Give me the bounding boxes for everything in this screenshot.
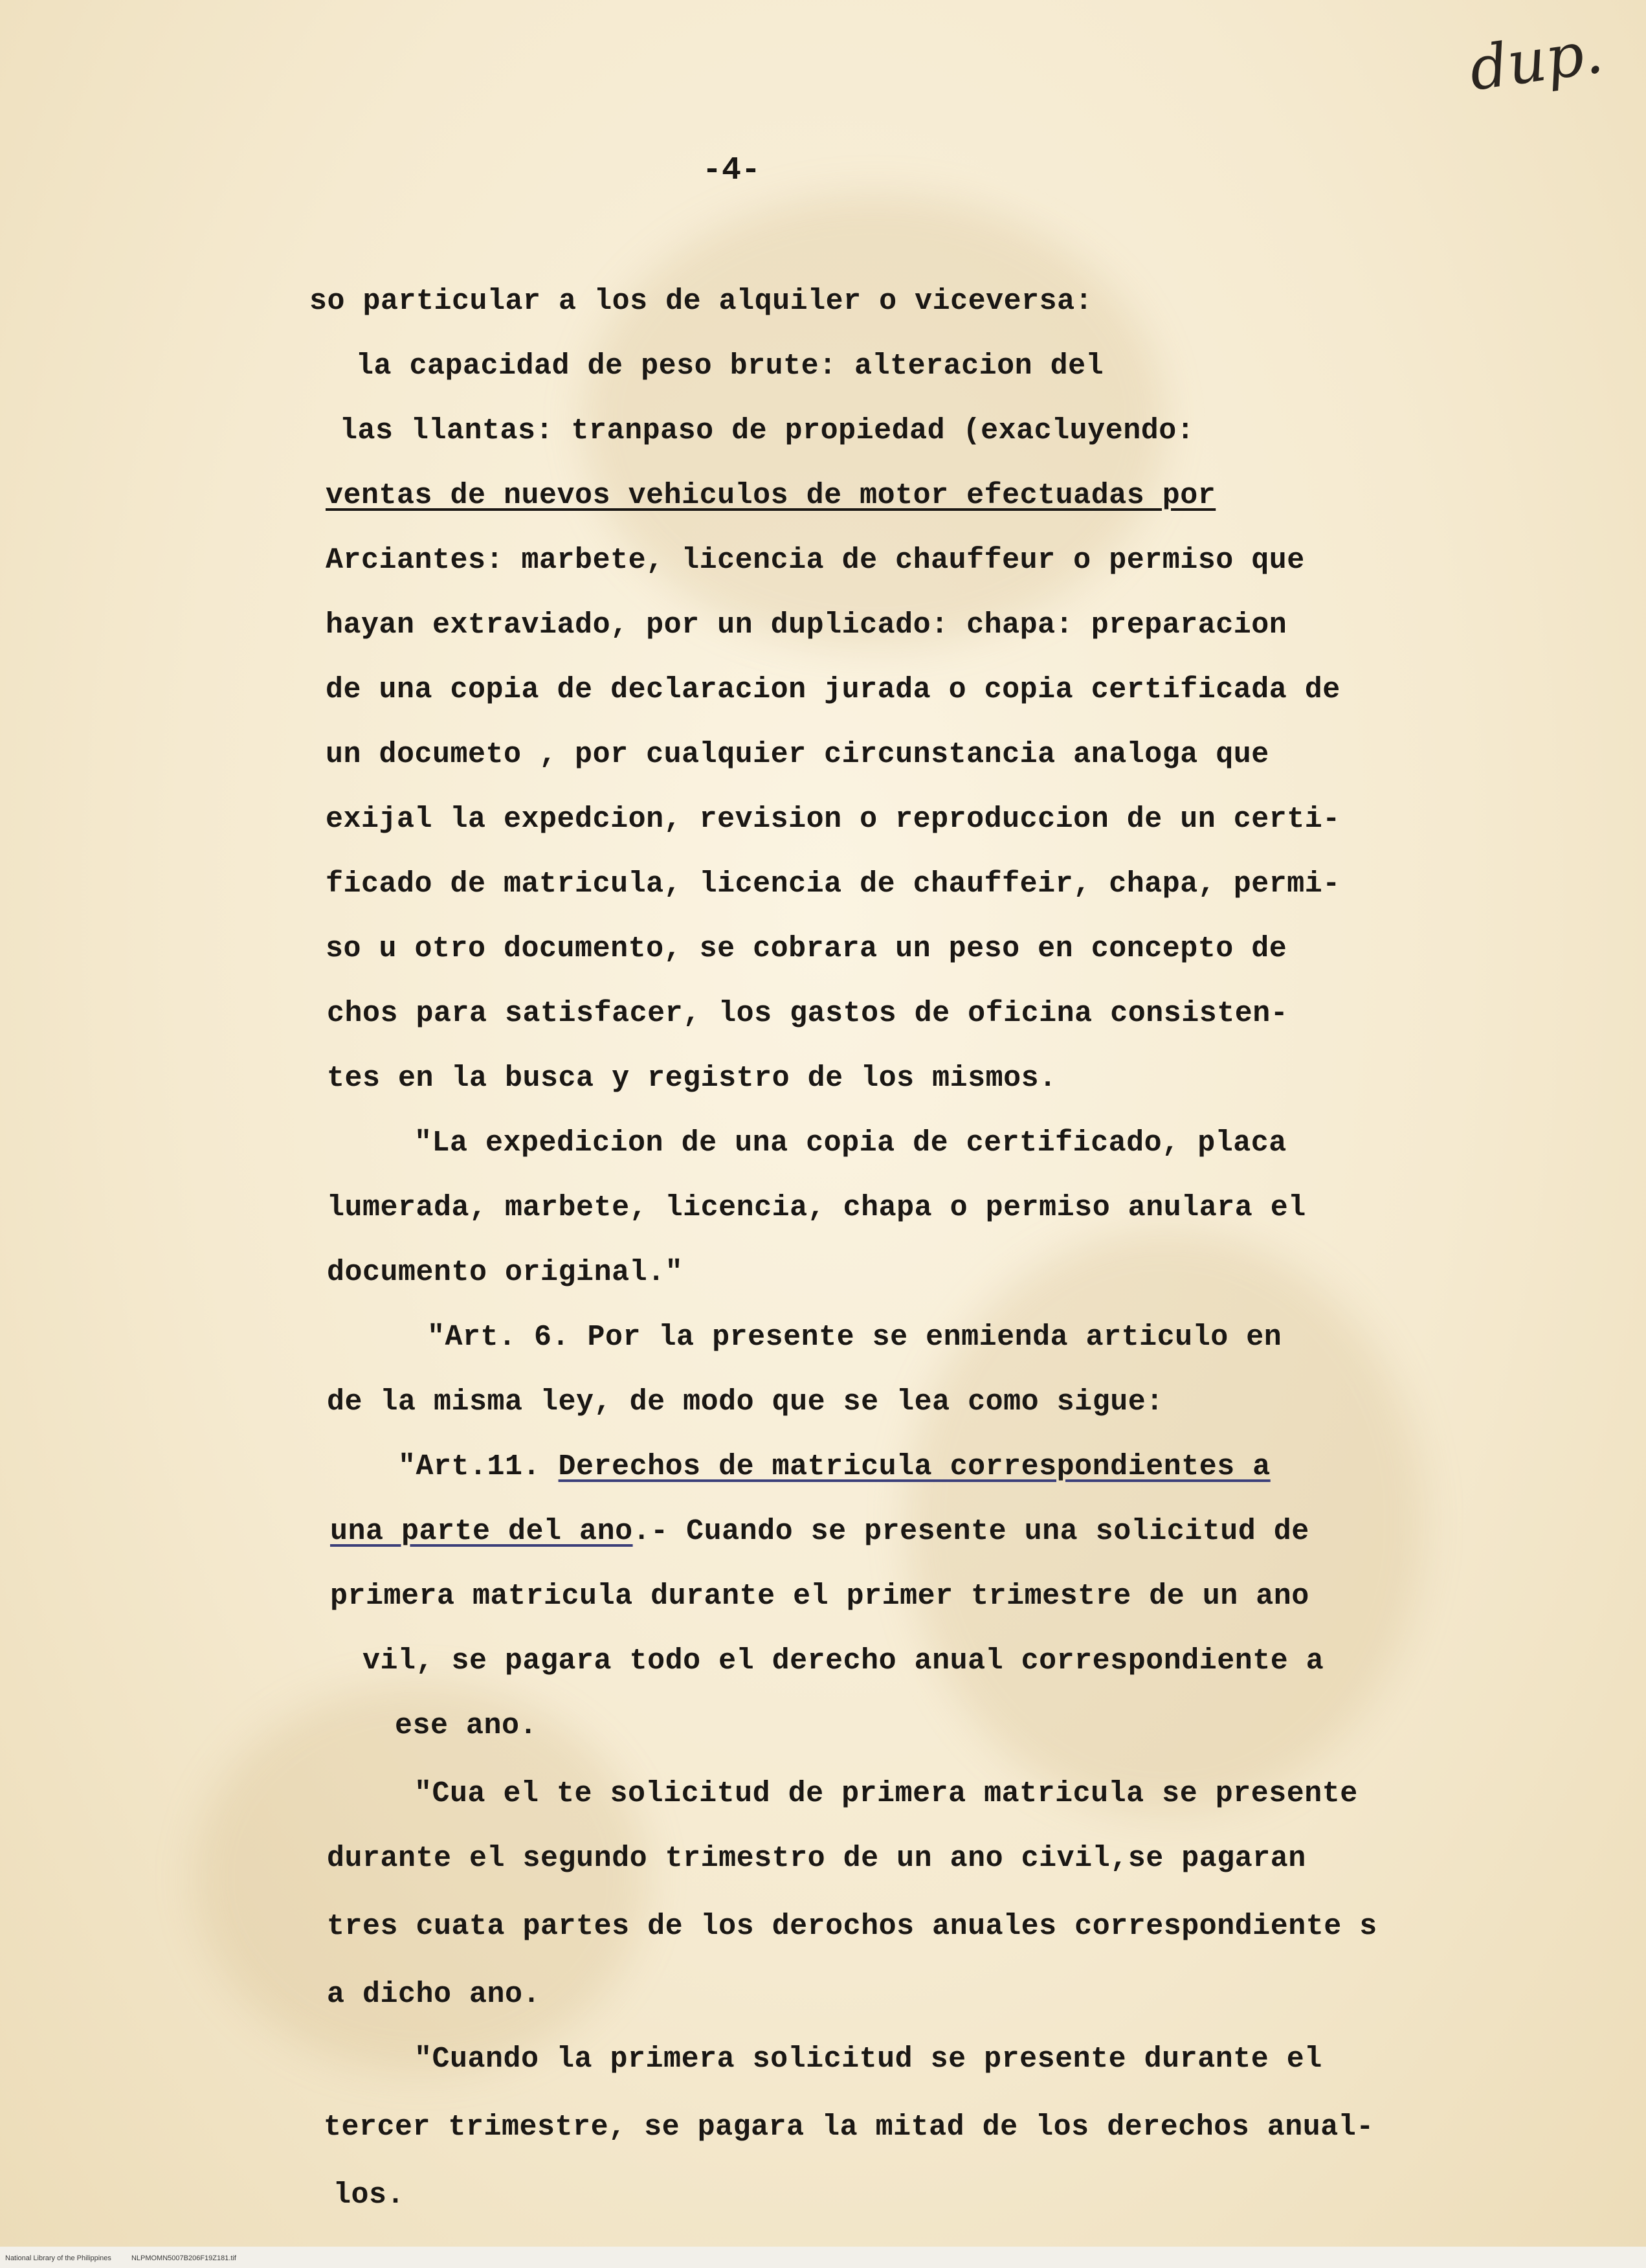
text-line: tres cuata partes de los derochos anuales correspondiente s: [327, 1910, 1377, 1943]
text-line: chos para satisfacer, los gastos de oficina consisten-: [327, 997, 1289, 1030]
article-heading: una parte del ano: [330, 1515, 633, 1548]
text-line: [398, 1450, 1271, 1483]
text-line: un documeto , por cualquier circunstancia analoga que: [326, 738, 1269, 771]
text-line: [330, 1515, 1309, 1548]
text-line: las llantas: tranpaso de propiedad (exacluyendo:: [340, 414, 1195, 447]
library-name: National Library of the Philippines: [5, 2254, 111, 2262]
text-line: "La expedicion de una copia de certificado, placa: [414, 1127, 1287, 1160]
text-line: so particular a los de alquiler o viceversa:: [309, 285, 1093, 318]
text-line: documento original.": [327, 1256, 684, 1289]
text-line: la capacidad de peso brute: alteracion del: [356, 350, 1104, 383]
underlined-text-line: ventas de nuevos vehiculos de motor efectuadas por: [326, 479, 1216, 512]
text-line: lumerada, marbete, licencia, chapa o permiso anulara el: [327, 1191, 1306, 1224]
text-line: "Cuando la primera solicitud se presente durante el: [414, 2043, 1322, 2076]
text-line: ficado de matricula, licencia de chauffeir, chapa, permi-: [326, 868, 1340, 901]
text-line: a dicho ano.: [327, 1978, 541, 2011]
article-heading: Derechos de matricula correspondientes a: [558, 1450, 1271, 1483]
text-line: exijal la expedcion, revision o reproduccion de un certi-: [326, 803, 1340, 836]
text-line: los.: [333, 2179, 405, 2212]
text-line: de una copia de declaracion jurada o copia certificada de: [326, 673, 1340, 706]
text-line: primera matricula durante el primer trimestre de un ano: [330, 1580, 1309, 1613]
text-line: hayan extraviado, por un duplicado: chapa: preparacion: [326, 609, 1287, 642]
text-line: "Cua el te solicitud de primera matricula se presente: [414, 1777, 1358, 1810]
text-line: de la misma ley, de modo que se lea como sigue:: [327, 1386, 1164, 1419]
text-segment: .- Cuando se presente una solicitud de: [632, 1515, 1309, 1548]
text-line: Arciantes: marbete, licencia de chauffeur o permiso que: [326, 544, 1305, 577]
text-line: so u otro documento, se cobrara un peso en concepto de: [326, 932, 1287, 965]
scan-footer: [5, 2254, 254, 2262]
text-line: durante el segundo trimestro de un ano civil,se pagaran: [327, 1842, 1306, 1875]
file-name: NLPMOMN5007B206F19Z181.tif: [131, 2254, 236, 2262]
text-line: ese ano.: [395, 1709, 538, 1742]
handwritten-annotation: dup.: [1465, 17, 1607, 104]
article-number: "Art.11.: [398, 1450, 559, 1483]
text-line: tercer trimestre, se pagara la mitad de los derechos anual-: [324, 2111, 1374, 2144]
page-number: -4-: [702, 152, 761, 189]
text-line: vil, se pagara todo el derecho anual correspondiente a: [362, 1645, 1324, 1678]
text-line: tes en la busca y registro de los mismos.: [327, 1062, 1057, 1095]
text-line: "Art. 6. Por la presente se enmienda articulo en: [427, 1321, 1282, 1354]
